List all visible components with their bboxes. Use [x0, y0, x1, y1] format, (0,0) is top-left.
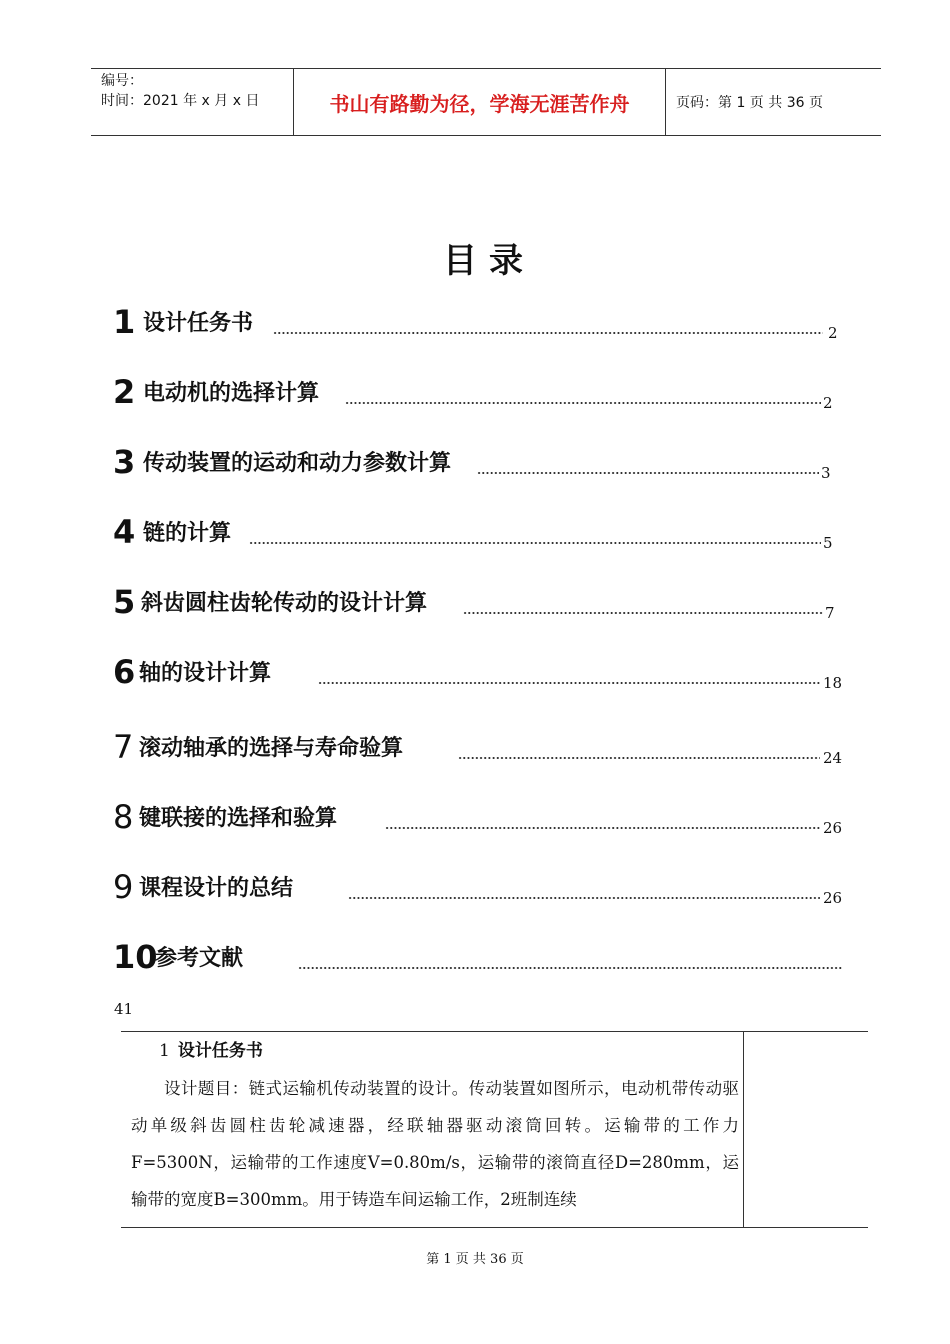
- toc-item-text: 课程设计的总结: [139, 876, 294, 901]
- toc-leader-dots: [348, 896, 820, 900]
- page-header: [91, 68, 881, 136]
- toc-item-number: 6: [113, 653, 136, 691]
- toc-item-1[interactable]: [113, 305, 845, 345]
- toc-item-9[interactable]: [113, 870, 845, 910]
- toc-leader-dots: [318, 681, 820, 685]
- section-title: 设计任务书: [177, 1041, 263, 1061]
- header-motto: 书山有路勤为径，学海无涯苦作舟: [293, 69, 666, 135]
- toc-item-text: 传动装置的运动和动力参数计算: [143, 451, 452, 476]
- toc-item-10[interactable]: [113, 940, 845, 980]
- toc-item-number: 4: [113, 513, 136, 551]
- toc-item-text: 键联接的选择和验算: [139, 806, 338, 831]
- toc-item-2[interactable]: [113, 375, 845, 415]
- toc-item-number: 1: [113, 303, 136, 341]
- toc-item-page: 7: [825, 604, 835, 622]
- toc-item-text: 轴的设计计算: [139, 661, 272, 686]
- section-number: 1: [159, 1041, 170, 1061]
- page-footer: 第 1 页 共 36 页: [426, 1252, 524, 1267]
- toc-item-text: 斜齿圆柱齿轮传动的设计计算: [141, 591, 428, 616]
- toc-leader-dots: [249, 541, 821, 545]
- toc-item-page: 3: [821, 464, 831, 482]
- content-column: [121, 1032, 744, 1227]
- toc-item-number: 10: [113, 938, 158, 976]
- toc-item-7[interactable]: [113, 730, 845, 770]
- toc-item-page: 26: [823, 819, 843, 837]
- toc-leader-dots: [385, 826, 820, 830]
- toc-leader-dots: [463, 611, 823, 615]
- toc-leader-dots: [477, 471, 819, 475]
- toc-item-page: 2: [828, 324, 838, 342]
- toc-item-text: 链的计算: [143, 521, 232, 546]
- toc-item-page: 24: [823, 749, 843, 767]
- toc-item-page: 2: [823, 394, 833, 412]
- time-label: 时间：2021 年 x 月 x 日: [101, 93, 260, 109]
- toc-item-text: 参考文献: [155, 946, 244, 971]
- toc-item-8[interactable]: [113, 800, 845, 840]
- section-heading: [159, 1036, 263, 1061]
- toc-item-number: 2: [113, 373, 136, 411]
- section-paragraph: 设计题目：链式运输机传动装置的设计。传动装置如图所示，电动机带传动驱动单级斜齿圆柱齿轮减速器，经联轴器驱动滚筒回转。运输带的工作力F=5300N，运输带的工作速度V=0.80m/s，运输带的滚筒直径D=280mm，运输带的宽度B=300mm。用于铸造车间运输工作，2班制连续: [131, 1079, 739, 1209]
- toc-item-number: 5: [113, 583, 136, 621]
- number-label: 编号：: [101, 73, 143, 89]
- toc-item-number: 9: [113, 868, 134, 906]
- toc-item-text: 滚动轴承的选择与寿命验算: [139, 736, 404, 761]
- toc-leader-dots: [273, 331, 823, 335]
- toc-item-text: 设计任务书: [143, 311, 254, 336]
- toc-item-5[interactable]: [113, 585, 845, 625]
- toc-item-page: 18: [823, 674, 843, 692]
- toc-item-page: 41: [114, 1000, 134, 1018]
- toc-item-number: 8: [113, 798, 134, 836]
- toc-leader-dots: [298, 966, 843, 970]
- toc-item-page: 26: [823, 889, 843, 907]
- toc-item-4[interactable]: [113, 515, 845, 555]
- header-page-info: 页码：第 1 页 共 36 页: [676, 95, 823, 111]
- toc-leader-dots: [345, 401, 821, 405]
- toc-item-text: 电动机的选择计算: [143, 381, 320, 406]
- header-meta: [91, 69, 293, 135]
- toc-leader-dots: [458, 756, 820, 760]
- toc-title: 目录: [443, 241, 535, 281]
- toc-item-6[interactable]: [113, 655, 845, 695]
- toc-item-number: 7: [113, 728, 134, 766]
- toc-item-page: 5: [823, 534, 833, 552]
- toc-item-number: 3: [113, 443, 136, 481]
- content-frame: [121, 1031, 868, 1228]
- toc-item-3[interactable]: [113, 445, 845, 485]
